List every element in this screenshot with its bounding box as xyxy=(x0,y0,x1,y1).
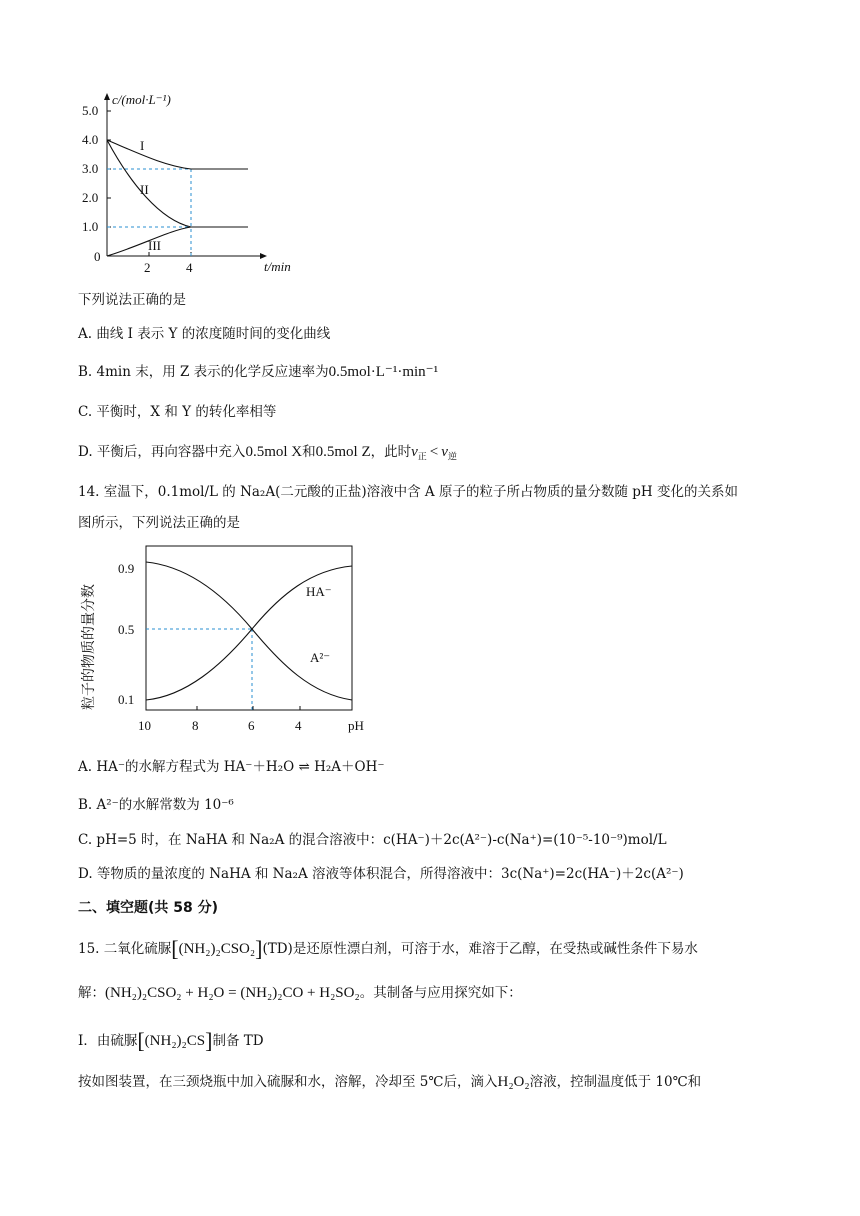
plot-frame xyxy=(146,546,352,710)
x-tick-4: 4 xyxy=(295,718,302,733)
q14-stem-2: 图所示，下列说法正确的是 xyxy=(78,515,240,531)
curve-ii xyxy=(107,140,248,227)
q15-l3-post: 制备 TD xyxy=(212,1033,264,1049)
section-heading: 二、填空题(共 58 分) xyxy=(78,900,219,916)
q13-d-v2: v xyxy=(441,444,448,460)
q15-line-1: 15. 二氧化硫脲[(NH₂)₂CSO₂](TD)是还原性漂白剂，可溶于水，难溶于乙醇，在受热或碱性条件下易水 xyxy=(78,936,698,961)
q15-line-2 xyxy=(78,983,522,1003)
q15-line-3: Ⅰ．由硫脲[(NH₂)₂CS]制备 TD xyxy=(78,1028,264,1053)
y-tick-5: 5.0 xyxy=(82,103,99,118)
q13-d-text: D. 平衡后，再向容器中充入 xyxy=(78,444,246,460)
q13-b-text: B. 4min 末，用 Z 表示的化学反应速率为 xyxy=(78,364,329,380)
q15-l4-formula: H₂O₂ xyxy=(497,1074,530,1090)
x-tick-10: 10 xyxy=(138,718,151,733)
series-label-ha: HA⁻ xyxy=(306,584,332,599)
q15-l1-pre: 15. 二氧化硫脲 xyxy=(78,941,172,957)
q15-line-4 xyxy=(78,1072,701,1092)
q13-d-and: 和 xyxy=(302,444,316,460)
q15-l3-formula: (NH₂)₂CS xyxy=(144,1033,206,1049)
y-tick-2: 2.0 xyxy=(82,190,99,205)
x-tick-4: 4 xyxy=(186,260,193,275)
y-tick-09: 0.9 xyxy=(118,561,135,576)
q15-l2-pre: 解： xyxy=(78,985,105,1001)
q15-l3-pre: Ⅰ．由硫脲 xyxy=(78,1033,138,1049)
y-axis-arrow xyxy=(104,93,110,100)
y-tick-3: 3.0 xyxy=(82,161,99,176)
q13-stem: 下列说法正确的是 xyxy=(78,292,186,308)
y-tick-01: 0.1 xyxy=(118,692,135,707)
q13-d-m1: 0.5mol X xyxy=(245,444,303,460)
curve-label-iii: III xyxy=(148,238,161,253)
q15-l4-post: 溶液，控制温度低于 10℃和 xyxy=(529,1074,702,1090)
curve-i xyxy=(107,140,248,169)
q14-option-d: D. 等物质的量浓度的 NaHA 和 Na₂A 溶液等体积混合，所得溶液中：3c(Na⁺)=2c(HA⁻)＋2c(A²⁻) xyxy=(78,866,684,882)
q14-option-c: C. pH=5 时，在 NaHA 和 Na₂A 的混合溶液中：c(HA⁻)＋2c(A²⁻)-c(Na⁺)=(10⁻⁵-10⁻⁹)mol/L xyxy=(78,832,667,848)
ph-distribution-chart xyxy=(76,540,376,740)
x-axis-label: pH xyxy=(348,718,364,733)
q13-option-b xyxy=(78,362,438,382)
q14-option-a: A. HA⁻的水解方程式为 HA⁻＋H₂O ⇌ H₂A＋OH⁻ xyxy=(78,759,385,775)
x-axis-label: t/min xyxy=(264,259,291,274)
concentration-time-chart xyxy=(70,88,330,278)
series-label-a: A²⁻ xyxy=(310,650,331,665)
q14-stem-1: 14. 室温下，0.1mol/L 的 Na₂A(二元酸的正盐)溶液中含 A 原子的粒子所占物质的量分数随 pH 变化的关系如 xyxy=(78,484,738,500)
q15-l1-post: (TD)是还原性漂白剂，可溶于水，难溶于乙醇，在受热或碱性条件下易水 xyxy=(262,941,698,957)
q13-d-lt: < xyxy=(429,444,439,460)
q13-d-v1: v xyxy=(411,444,418,460)
q13-option-c: C. 平衡时，X 和 Y 的转化率相等 xyxy=(78,404,277,420)
curve-label-i: I xyxy=(140,138,145,153)
q13-option-d xyxy=(78,442,457,468)
y-tick-4: 4.0 xyxy=(82,132,99,147)
curve-label-ii: II xyxy=(140,182,149,197)
x-tick-8: 8 xyxy=(192,718,199,733)
y-tick-0: 0 xyxy=(94,249,101,264)
q13-d-s2: 逆 xyxy=(447,452,457,463)
q15-l2-post: 。其制备与应用探究如下： xyxy=(359,985,522,1001)
y-axis-label: 粒子的物质的量分数 xyxy=(81,584,97,710)
y-axis-label: c/(mol·L⁻¹) xyxy=(112,92,171,107)
q13-d-m2: 0.5mol Z xyxy=(315,444,371,460)
q15-l2-equation: (NH₂)₂CSO₂ + H₂O = (NH₂)₂CO + H₂SO₂ xyxy=(105,985,360,1001)
q15-l1-formula: (NH₂)₂CSO₂ xyxy=(178,941,256,957)
curve-a2 xyxy=(146,562,352,700)
y-tick-05: 0.5 xyxy=(118,622,135,637)
q13-d-post: ，此时 xyxy=(370,444,412,460)
q15-l4-pre: 按如图装置，在三颈烧瓶中加入硫脲和水，溶解，冷却至 5℃后，滴入 xyxy=(78,1074,498,1090)
q13-b-value: 0.5mol·L⁻¹·min⁻¹ xyxy=(328,364,439,380)
q13-d-s1: 正 xyxy=(417,452,427,463)
q14-option-b: B. A²⁻的水解常数为 10⁻⁶ xyxy=(78,797,234,813)
x-tick-6: 6 xyxy=(248,718,255,733)
y-tick-1: 1.0 xyxy=(82,219,99,234)
x-tick-2: 2 xyxy=(144,260,151,275)
q13-option-a: A. 曲线 I 表示 Y 的浓度随时间的变化曲线 xyxy=(78,326,331,342)
